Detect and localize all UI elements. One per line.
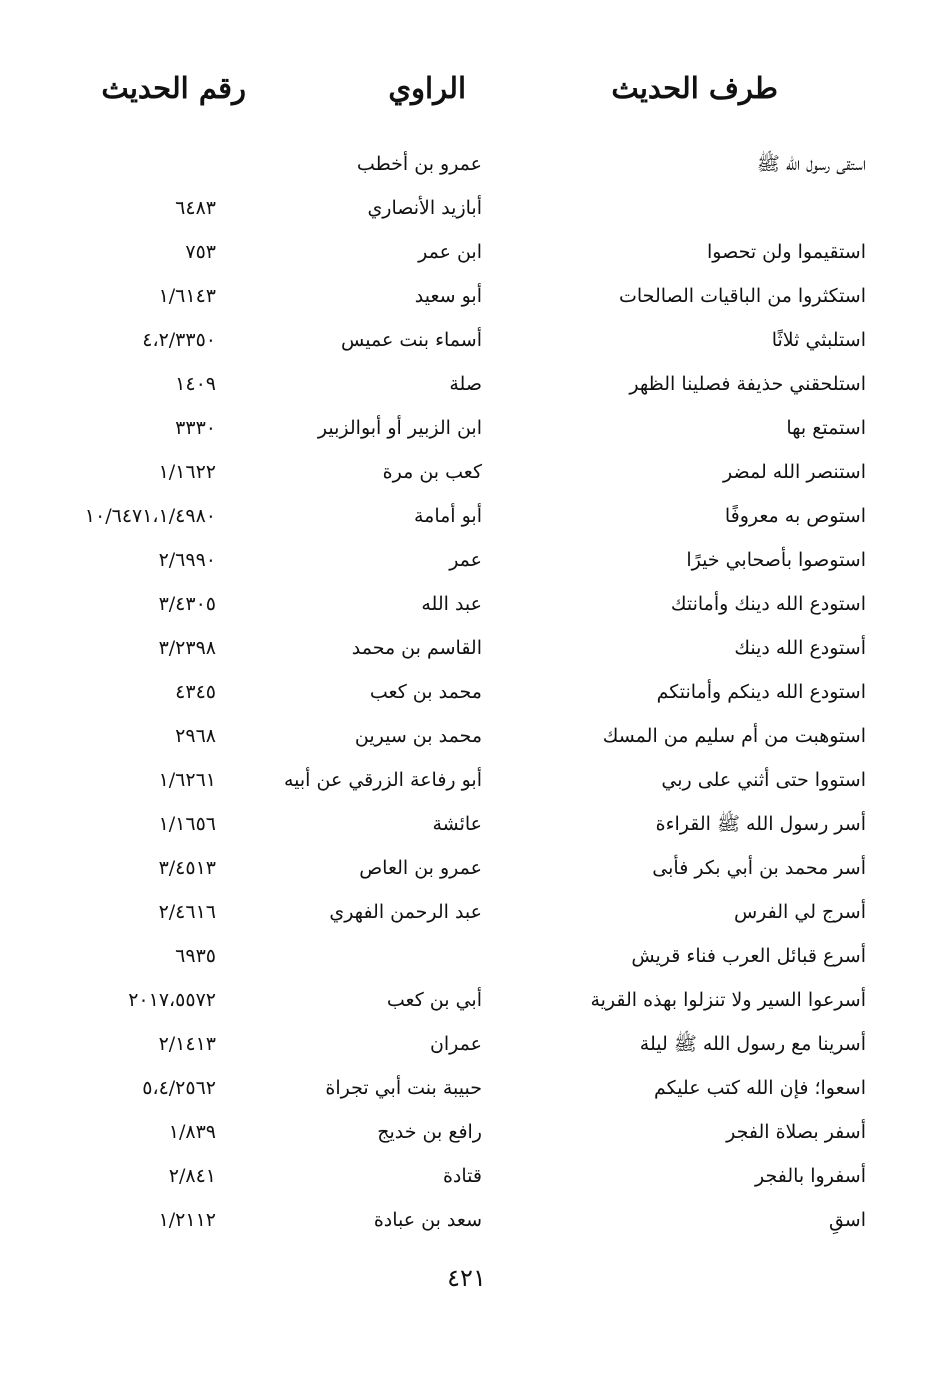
hadith-number: ١٤٠٩ [175, 373, 216, 395]
hadith-number: ١/٦١٤٣ [158, 285, 216, 307]
narrator-name: عمرو بن العاص [359, 857, 482, 879]
hadith-text: استودع الله دينك وأمانتك [670, 593, 866, 615]
table-row [0, 494, 933, 538]
hadith-text: استلحقني حذيفة فصلينا الظهر [629, 373, 866, 395]
hadith-number: ٤٣٤٥ [175, 681, 216, 703]
hadith-number: ٦٩٣٥ [175, 945, 216, 967]
hadith-text: اسعوا؛ فإن الله كتب عليكم [654, 1077, 866, 1099]
table-row [0, 978, 933, 1022]
narrator-name: عبد الرحمن الفهري [329, 901, 482, 923]
hadith-text: استكثروا من الباقيات الصالحات [619, 285, 866, 307]
narrator-name: أبازيد الأنصاري [367, 197, 482, 219]
hadith-number: ١/١٦٢٢ [158, 461, 216, 483]
hadith-index-table [0, 142, 933, 1242]
narrator-name: عمر [449, 549, 482, 571]
hadith-number: ٤،٢/٣٣٥٠ [142, 329, 216, 351]
hadith-text: أسر رسول الله ﷺ القراءة [655, 813, 866, 835]
narrator-name: محمد بن كعب [369, 681, 482, 703]
hadith-number: ١/١٦٥٦ [158, 813, 216, 835]
narrator-name: عائشة [432, 813, 482, 835]
hadith-text: استقى رسول الله ﷺ [756, 153, 866, 175]
hadith-number: ١/٦٢٦١ [158, 769, 216, 791]
hadith-number: ٣٣٣٠ [175, 417, 216, 439]
table-row [0, 934, 933, 978]
table-row [0, 582, 933, 626]
narrator-name: أبو رفاعة الزرقي عن أبيه [283, 769, 482, 791]
table-row [0, 142, 933, 186]
narrator-name: قتادة [442, 1165, 482, 1187]
hadith-text: أستودع الله دينك [734, 637, 866, 659]
header-rawi: الراوي [388, 71, 466, 105]
header-number: رقم الحديث [101, 71, 246, 105]
narrator-name: ابن الزبير أو أبوالزبير [317, 417, 482, 439]
narrator-name: كعب بن مرة [382, 461, 482, 483]
page-number: ٤٢١ [447, 1264, 486, 1292]
table-row [0, 1066, 933, 1110]
narrator-name: أسماء بنت عميس [341, 329, 482, 351]
table-row [0, 1154, 933, 1198]
narrator-name: عمرو بن أخطب [356, 153, 482, 175]
hadith-number: ٢/٦٩٩٠ [158, 549, 216, 571]
header-hadith: طرف الحديث [611, 71, 778, 105]
table-row [0, 230, 933, 274]
hadith-number: ٥،٤/٢٥٦٢ [142, 1077, 216, 1099]
hadith-number: ١/٨٣٩ [168, 1121, 216, 1143]
narrator-name: عبد الله [421, 593, 482, 615]
table-row [0, 846, 933, 890]
hadith-number: ٢٠١٧،٥٥٧٢ [128, 989, 216, 1011]
narrator-name: محمد بن سيرين [354, 725, 482, 747]
table-row [0, 1198, 933, 1242]
table-header [0, 66, 933, 110]
hadith-text: استووا حتى أثني على ربي [661, 769, 866, 791]
hadith-number: ٦٤٨٣ [175, 197, 216, 219]
hadith-number: ٢/٨٤١ [168, 1165, 216, 1187]
table-row [0, 274, 933, 318]
table-row [0, 318, 933, 362]
hadith-text: أسفروا بالفجر [754, 1165, 866, 1187]
table-row [0, 890, 933, 934]
hadith-number: ٢٩٦٨ [175, 725, 216, 747]
narrator-name: أبو أمامة [413, 505, 482, 527]
hadith-text: استلبثي ثلاثًا [771, 329, 866, 351]
table-row [0, 450, 933, 494]
narrator-name: حبيبة بنت أبي تجراة [325, 1077, 482, 1099]
narrator-name: القاسم بن محمد [351, 637, 482, 659]
hadith-text: أسرج لي الفرس [733, 901, 866, 923]
hadith-text: استودع الله دينكم وأمانتكم [656, 681, 866, 703]
table-row [0, 406, 933, 450]
table-row [0, 714, 933, 758]
table-row [0, 1022, 933, 1066]
hadith-text: أسرعوا السير ولا تنزلوا بهذه القرية [590, 989, 866, 1011]
narrator-name: أبي بن كعب [386, 989, 482, 1011]
narrator-name: ابن عمر [418, 241, 482, 263]
hadith-text: استمتع بها [786, 417, 866, 439]
table-row [0, 670, 933, 714]
hadith-number: ٢/١٤١٣ [158, 1033, 216, 1055]
narrator-name: صلة [449, 373, 482, 395]
hadith-number: ٧٥٣ [185, 241, 216, 263]
hadith-text: استقيموا ولن تحصوا [707, 241, 866, 263]
hadith-text: أسرينا مع رسول الله ﷺ ليلة [639, 1033, 866, 1055]
hadith-text: استنصر الله لمضر [723, 461, 866, 483]
hadith-text: استوهبت من أم سليم من المسك [602, 725, 866, 747]
narrator-name: رافع بن خديج [377, 1121, 482, 1143]
narrator-name: سعد بن عبادة [373, 1209, 482, 1231]
table-row [0, 758, 933, 802]
hadith-text: اسقِ [828, 1209, 866, 1231]
table-row [0, 1110, 933, 1154]
hadith-number: ٢/٤٦١٦ [158, 901, 216, 923]
hadith-text: أسرع قبائل العرب فناء قريش [631, 945, 866, 967]
narrator-name: عمران [429, 1033, 482, 1055]
hadith-number: ١٠/٦٤٧١،١/٤٩٨٠ [84, 505, 216, 527]
narrator-name: أبو سعيد [414, 285, 482, 307]
hadith-number: ٣/٤٣٠٥ [158, 593, 216, 615]
table-row [0, 626, 933, 670]
hadith-text: أسفر بصلاة الفجر [726, 1121, 866, 1143]
hadith-number: ٣/٤٥١٣ [158, 857, 216, 879]
table-row [0, 802, 933, 846]
table-row [0, 186, 933, 230]
hadith-text: استوص به معروفًا [724, 505, 866, 527]
table-row [0, 538, 933, 582]
table-row [0, 362, 933, 406]
hadith-number: ١/٢١١٢ [158, 1209, 216, 1231]
hadith-text: استوصوا بأصحابي خيرًا [686, 549, 866, 571]
hadith-text: أسر محمد بن أبي بكر فأبى [652, 857, 866, 879]
hadith-number: ٣/٢٣٩٨ [158, 637, 216, 659]
